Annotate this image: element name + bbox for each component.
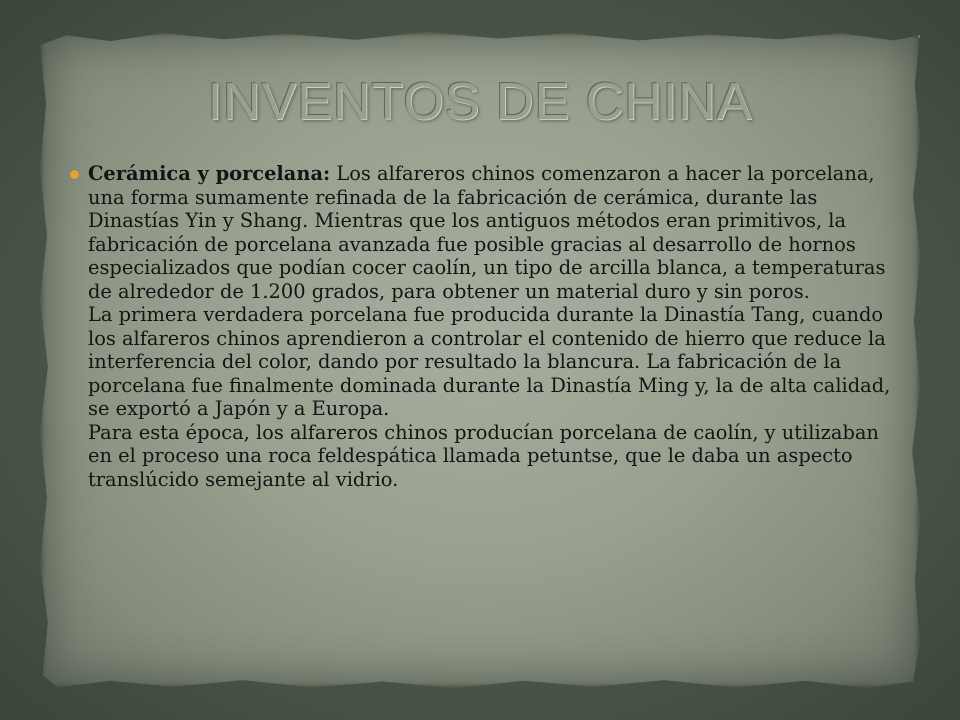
paragraph-1-text: Los alfareros chinos comenzaron a hacer la porcelana, una forma sumamente refinada de la fabricación de cerámica, durante las Dinastías Yin y Shang. Mientras que los antiguos métodos eran primitivos, la fabricación de porcelana avanzada fue posible gracias al desarrollo de hornos especializados que podían cocer caolín, un tipo de arcilla blanca, a temperaturas de alrededor de 1.200 grados, para obtener un material duro y sin poros.: [88, 162, 886, 303]
paragraph-2: La primera verdadera porcelana fue producida durante la Dinastía Tang, cuando los alfareros chinos aprendieron a controlar el contenido de hierro que reduce la interferencia del color, dando por resultado la blancura. La fabricación de la porcelana fue finalmente dominada durante la Dinastía Ming y, la de alta calidad, se exportó a Japón y a Europa.: [88, 303, 891, 420]
paragraph-1: [88, 162, 900, 303]
bullet-item: [70, 162, 900, 491]
slide-title: INVENTOS DE CHINA: [207, 73, 753, 131]
bullet-term: Cerámica y porcelana:: [88, 162, 331, 185]
slide-content: [70, 162, 900, 491]
bullet-dot-icon: [70, 170, 79, 179]
paragraph-3: Para esta época, los alfareros chinos producían porcelana de caolín, y utilizaban en el proceso una roca feldespática llamada petuntse, que le daba un aspecto translúcido semejante al vidrio.: [88, 420, 879, 491]
